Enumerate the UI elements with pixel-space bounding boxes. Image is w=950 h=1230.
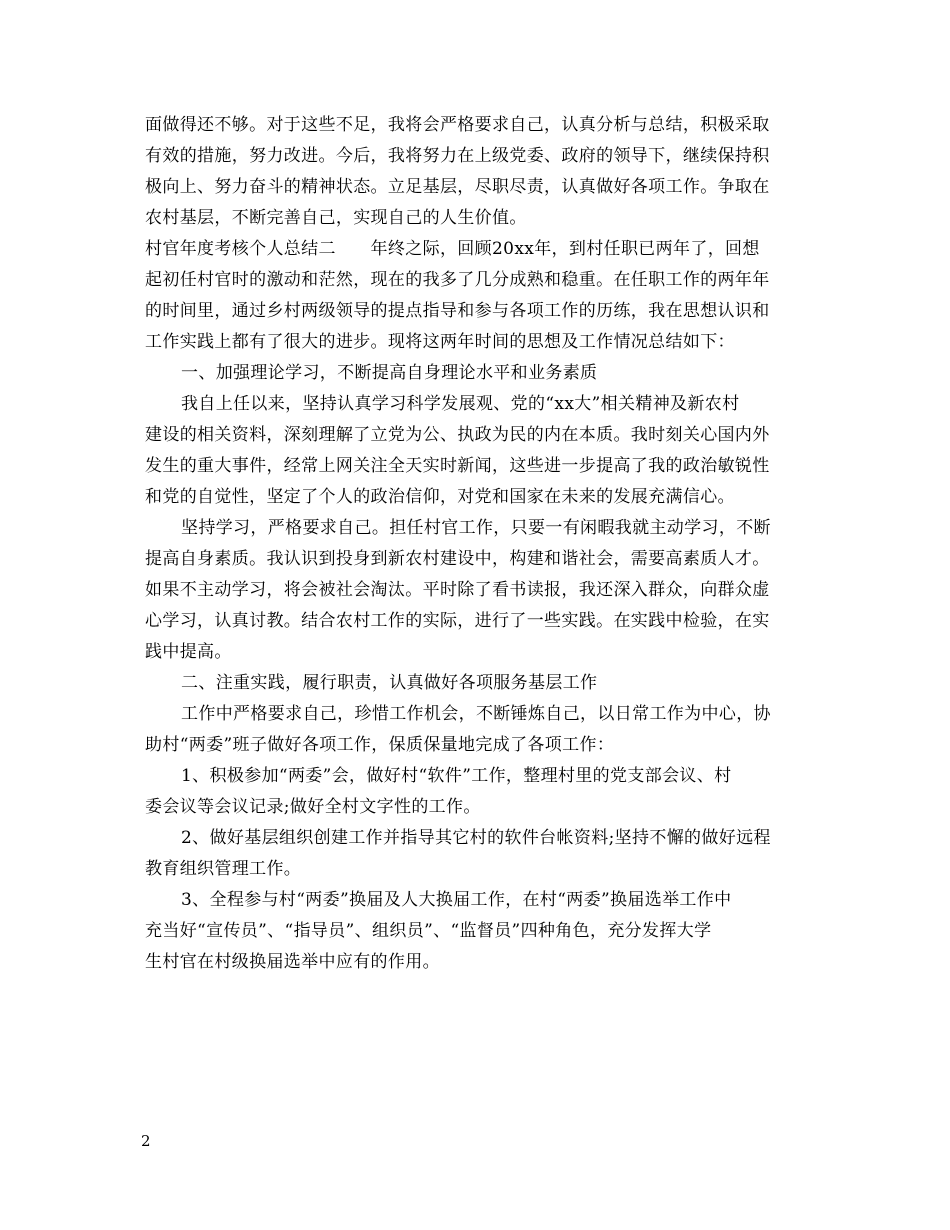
text-line: 践中提高。 — [145, 642, 232, 662]
text-line: 提高自身素质。我认识到投身到新农村建设中，构建和谐社会，需要高素质人才。 — [145, 549, 770, 569]
text-line: 我自上任以来，坚持认真学习科学发展观、党的“xx大”相关精神及新农村 — [181, 394, 740, 414]
text-line: 面做得还不够。对于这些不足，我将会严格要求自己，认真分析与总结，积极采取 — [145, 115, 770, 135]
text-line: 起初任村官时的激动和茫然，现在的我多了几分成熟和稳重。在任职工作的两年年 — [145, 270, 770, 290]
text-line: 委会议等会议记录;做好全村文字性的工作。 — [145, 797, 481, 817]
text-line: 生村官在村级换届选举中应有的作用。 — [145, 952, 440, 972]
text-line: 如果不主动学习，将会被社会淘汰。平时除了看书读报，我还深入群众，向群众虚 — [145, 580, 770, 600]
text-line: 1、积极参加“两委”会，做好村“软件”工作，整理村里的党支部会议、村 — [181, 766, 732, 786]
text-line: 教育组织管理工作。 — [145, 859, 302, 879]
text-line: 心学习，认真讨教。结合农村工作的实际，进行了一些实践。在实践中检验，在实 — [145, 611, 770, 631]
body-text — [145, 110, 815, 978]
text-line: 极向上、努力奋斗的精神状态。立足基层，尽职尽责，认真做好各项工作。争取在 — [145, 177, 770, 197]
text-line: 和党的自觉性，坚定了个人的政治信仰，对党和国家在未来的发展充满信心。 — [145, 487, 735, 507]
text-line: 的时间里，通过乡村两级领导的提点指导和参与各项工作的历练，我在思想认识和 — [145, 301, 770, 321]
text-line: 建设的相关资料，深刻理解了立党为公、执政为民的内在本质。我时刻关心国内外 — [145, 425, 770, 445]
text-line: 农村基层，不断完善自己，实现自己的人生价值。 — [145, 208, 527, 228]
page-number: 2 — [141, 1132, 151, 1150]
text-line: 村官年度考核个人总结二 年终之际，回顾20xx年，到村任职已两年了，回想 — [145, 239, 760, 259]
text-line: 有效的措施，努力改进。今后，我将努力在上级党委、政府的领导下，继续保持积 — [145, 146, 770, 166]
text-line: 工作中严格要求自己，珍惜工作机会，不断锤炼自己，以日常工作为中心，协 — [181, 704, 771, 724]
text-line: 助村“两委”班子做好各项工作，保质保量地完成了各项工作： — [145, 735, 615, 755]
text-line: 二、注重实践，履行职责，认真做好各项服务基层工作 — [181, 673, 598, 693]
text-line: 坚持学习，严格要求自己。担任村官工作，只要一有闲暇我就主动学习，不断 — [181, 518, 771, 538]
text-line: 2、做好基层组织创建工作并指导其它村的软件台帐资料;坚持不懈的做好远程 — [181, 828, 771, 848]
text-line: 工作实践上都有了很大的进步。现将这两年时间的思想及工作情况总结如下： — [145, 332, 735, 352]
text-line: 3、全程参与村“两委”换届及人大换届工作，在村“两委”换届选举工作中 — [181, 890, 732, 910]
text-line: 充当好“宣传员”、“指导员”、组织员”、“监督员”四种角色，充分发挥大学 — [145, 921, 712, 941]
text-line: 发生的重大事件，经常上网关注全天实时新闻，这些进一步提高了我的政治敏锐性 — [145, 456, 770, 476]
text-line: 一、加强理论学习，不断提高自身理论水平和业务素质 — [181, 363, 598, 383]
